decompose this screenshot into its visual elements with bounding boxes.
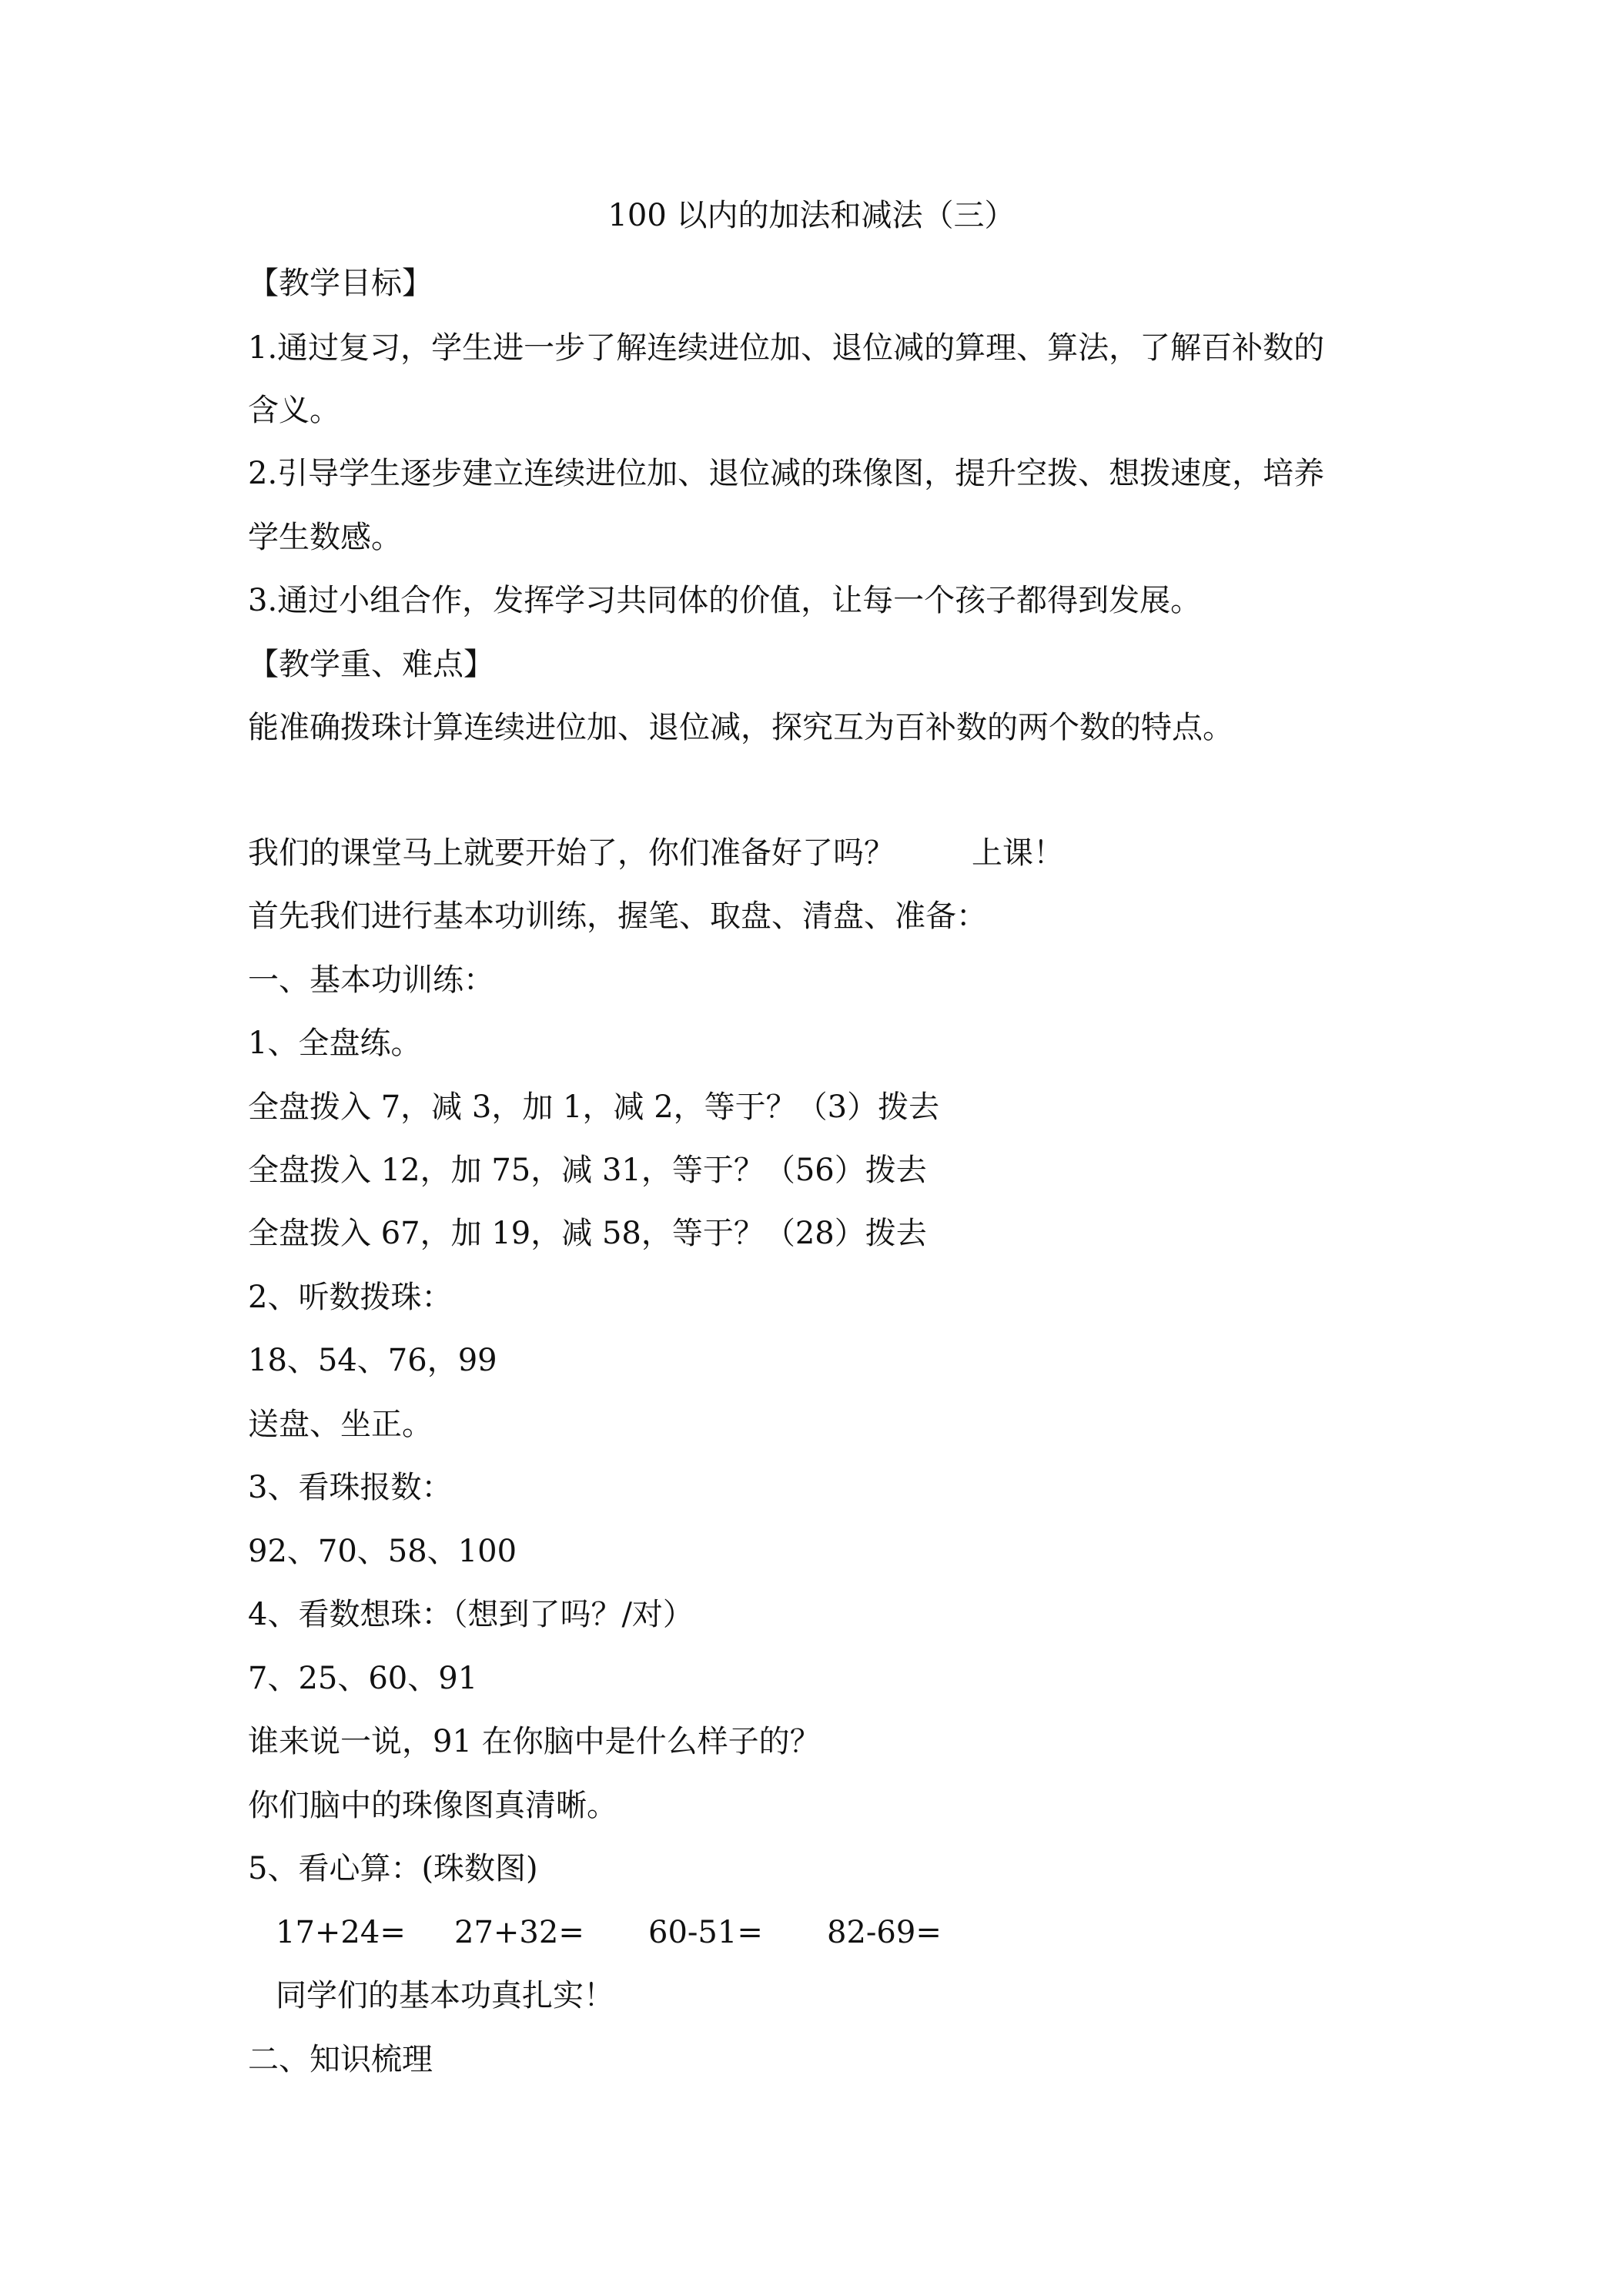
goal-1-line-2: 含义。: [248, 393, 340, 428]
section-heading-key-points: 【教学重、难点】: [248, 647, 494, 682]
item-5-equations: [276, 1909, 1046, 1956]
goal-2-line-2: 学生数感。: [248, 520, 402, 555]
part-2-heading: 二、知识梳理: [248, 2042, 433, 2077]
document-title: 100 以内的加法和减法（三）: [607, 198, 1016, 233]
item-2-instruction: 送盘、坐正。: [248, 1407, 433, 1442]
item-1-heading: 1、全盘练。: [248, 1026, 422, 1061]
equation: 27+32=: [454, 1915, 584, 1950]
equation: 60-51=: [648, 1915, 763, 1950]
goal-3: 3.通过小组合作，发挥学习共同体的价值，让每一个孩子都得到发展。: [248, 583, 1202, 618]
item-4-numbers: 7、25、60、91: [248, 1661, 478, 1696]
goal-1-line-1: 1.通过复习，学生进一步了解连续进位加、退位减的算理、算法，了解百补数的: [248, 330, 1325, 366]
item-3-numbers: 92、70、58、100: [248, 1534, 517, 1569]
intro-question: 我们的课堂马上就要开始了，你们准备好了吗？: [248, 835, 895, 871]
item-5-heading: 5、看心算：(珠数图): [248, 1851, 538, 1886]
item-5-praise: 同学们的基本功真扎实！: [276, 1978, 614, 2013]
equation: 17+24=: [276, 1915, 406, 1950]
item-2-numbers: 18、54、76，99: [248, 1343, 497, 1378]
item-4-question: 谁来说一说，91 在你脑中是什么样子的？: [248, 1724, 821, 1759]
item-3-heading: 3、看珠报数：: [248, 1470, 453, 1505]
intro-line-2: 首先我们进行基本功训练，握笔、取盘、清盘、准备：: [248, 899, 987, 934]
part-1-heading: 一、基本功训练：: [248, 962, 494, 998]
item-1-exercise-2: 全盘拨入 12，加 75，减 31，等于？（56）拨去: [248, 1153, 927, 1188]
item-4-heading: 4、看数想珠：（想到了吗？/对）: [248, 1597, 694, 1632]
item-2-heading: 2、听数拨珠：: [248, 1280, 453, 1315]
section-heading-goals: 【教学目标】: [248, 266, 433, 301]
item-1-exercise-1: 全盘拨入 7，减 3，加 1，减 2，等于？（3）拨去: [248, 1089, 940, 1125]
intro-line-1: [248, 830, 1064, 876]
item-4-praise: 你们脑中的珠像图真清晰。: [248, 1788, 617, 1823]
item-1-exercise-3: 全盘拨入 67，加 19，减 58，等于？（28）拨去: [248, 1216, 927, 1251]
equation: 82-69=: [827, 1915, 942, 1950]
goal-2-line-1: 2.引导学生逐步建立连续进位加、退位减的珠像图，提升空拨、想拨速度，培养: [248, 456, 1325, 491]
key-points-text: 能准确拨珠计算连续进位加、退位减，探究互为百补数的两个数的特点。: [248, 710, 1233, 745]
intro-answer: 上课！: [972, 835, 1064, 871]
